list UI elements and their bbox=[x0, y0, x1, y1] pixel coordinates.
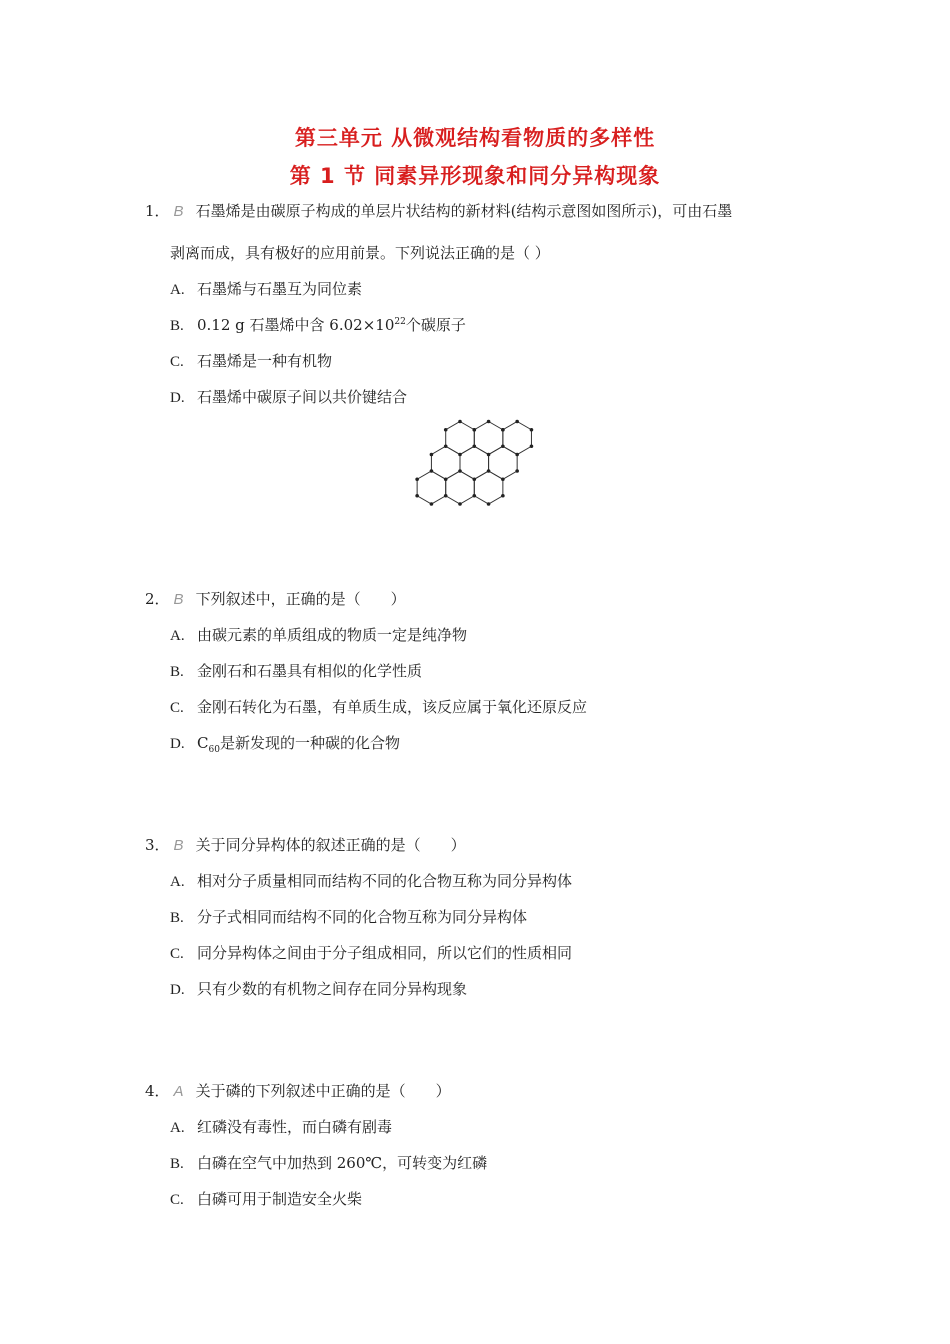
question-4-option-c bbox=[170, 1188, 362, 1209]
question-1-option-d bbox=[170, 386, 407, 407]
option-text: 石墨烯中碳原子间以共价键结合 bbox=[197, 388, 408, 406]
option-text-end: 个碳原子 bbox=[405, 316, 466, 334]
carbon-atom bbox=[472, 444, 476, 448]
option-letter: A. bbox=[170, 874, 185, 890]
question-1-option-a bbox=[170, 278, 362, 299]
carbon-atom bbox=[515, 453, 519, 457]
carbon-atom bbox=[487, 453, 491, 457]
carbon-atom bbox=[530, 444, 534, 448]
option-letter: C. bbox=[170, 354, 184, 370]
carbon-atom bbox=[515, 420, 519, 424]
carbon-atom bbox=[430, 453, 434, 457]
carbon-atom bbox=[458, 420, 462, 424]
option-letter: C. bbox=[170, 946, 184, 962]
option-letter: B. bbox=[170, 318, 184, 334]
question-2-option-a bbox=[170, 624, 467, 645]
difficulty-level: A bbox=[173, 1083, 184, 1100]
option-letter: B. bbox=[170, 1156, 184, 1172]
option-text: 白磷在空气中加热到 260℃，可转变为红磷 bbox=[197, 1154, 488, 1172]
exponent: 22 bbox=[394, 317, 406, 327]
hexagon-ring bbox=[446, 471, 475, 504]
carbon-atom bbox=[501, 428, 505, 432]
carbon-atom bbox=[458, 502, 462, 506]
carbon-atom bbox=[472, 477, 476, 481]
option-letter: C. bbox=[170, 700, 184, 716]
question-text: 下列叙述中，正确的是（ ） bbox=[195, 590, 406, 608]
question-1-option-b bbox=[170, 314, 466, 335]
question-3-option-c bbox=[170, 942, 572, 963]
option-text: 0.12 g 石墨烯中含 6.02×10 bbox=[197, 316, 395, 334]
carbon-atom bbox=[444, 494, 448, 498]
question-number: 3． bbox=[145, 836, 170, 854]
option-letter: B. bbox=[170, 910, 184, 926]
option-letter: A. bbox=[170, 282, 185, 298]
option-text: 石墨烯是一种有机物 bbox=[197, 352, 333, 370]
question-4-option-b bbox=[170, 1152, 487, 1173]
carbon-atom bbox=[458, 469, 462, 473]
question-3-option-d bbox=[170, 978, 467, 999]
question-number: 4． bbox=[145, 1082, 170, 1100]
question-1-stem-continued: 剥离而成，具有极好的应用前景。下列说法正确的是（ ） bbox=[170, 244, 550, 262]
difficulty-level: B bbox=[173, 837, 184, 854]
hexagon-ring bbox=[503, 422, 532, 455]
difficulty-level: B bbox=[173, 591, 184, 608]
hexagon-ring bbox=[489, 446, 518, 479]
option-letter: D. bbox=[170, 982, 185, 998]
carbon-atom bbox=[515, 469, 519, 473]
option-text: 白磷可用于制造安全火柴 bbox=[197, 1190, 363, 1208]
carbon-atom bbox=[487, 420, 491, 424]
question-2-option-c bbox=[170, 696, 587, 717]
question-3-stem bbox=[145, 834, 466, 855]
option-letter: D. bbox=[170, 390, 185, 406]
carbon-atom bbox=[458, 453, 462, 457]
carbon-atom bbox=[487, 502, 491, 506]
difficulty-level: B bbox=[173, 203, 184, 220]
option-letter: C. bbox=[170, 1192, 184, 1208]
option-text: 由碳元素的单质组成的物质一定是纯净物 bbox=[197, 626, 468, 644]
carbon-atom bbox=[472, 494, 476, 498]
option-letter: A. bbox=[170, 1120, 185, 1136]
carbon-atom bbox=[501, 494, 505, 498]
question-3-option-a bbox=[170, 870, 572, 891]
option-text: 红磷没有毒性，而白磷有剧毒 bbox=[197, 1118, 393, 1136]
carbon-atom bbox=[487, 469, 491, 473]
carbon-atom bbox=[444, 428, 448, 432]
option-text: 分子式相同而结构不同的化合物互称为同分异构体 bbox=[197, 908, 528, 926]
question-3-option-b bbox=[170, 906, 527, 927]
question-text: 关于同分异构体的叙述正确的是（ ） bbox=[195, 836, 466, 854]
option-text: 石墨烯与石墨互为同位素 bbox=[197, 280, 363, 298]
question-2-stem bbox=[145, 588, 406, 609]
carbon-atom bbox=[415, 477, 419, 481]
hexagon-ring bbox=[474, 422, 503, 455]
hexagon-ring bbox=[417, 471, 446, 504]
carbon-atom bbox=[530, 428, 534, 432]
question-4-stem bbox=[145, 1080, 451, 1101]
carbon-atom bbox=[430, 469, 434, 473]
question-4-option-a bbox=[170, 1116, 392, 1137]
carbon-atom bbox=[501, 444, 505, 448]
carbon-atom bbox=[472, 428, 476, 432]
carbon-atom bbox=[444, 477, 448, 481]
unit-title: 第三单元 从微观结构看物质的多样性 bbox=[294, 126, 656, 150]
option-text: 同分异构体之间由于分子组成相同，所以它们的性质相同 bbox=[197, 944, 573, 962]
option-letter: D. bbox=[170, 736, 185, 752]
question-text: 石墨烯是由碳原子构成的单层片状结构的新材料(结构示意图如图所示)，可由石墨 bbox=[195, 202, 733, 220]
option-text: C bbox=[197, 734, 209, 752]
carbon-atom bbox=[415, 494, 419, 498]
question-number: 2． bbox=[145, 590, 170, 608]
question-1-option-c bbox=[170, 350, 332, 371]
hexagon-ring bbox=[474, 471, 503, 504]
hexagon-ring bbox=[460, 446, 489, 479]
carbon-atom bbox=[430, 502, 434, 506]
graphene-structure-diagram bbox=[405, 418, 550, 518]
question-number: 1． bbox=[145, 202, 170, 220]
question-2-option-b bbox=[170, 660, 422, 681]
question-2-option-d bbox=[170, 732, 400, 755]
hexagon-ring bbox=[446, 422, 475, 455]
option-text-end: 是新发现的一种碳的化合物 bbox=[219, 734, 400, 752]
question-text: 关于磷的下列叙述中正确的是（ ） bbox=[195, 1082, 451, 1100]
option-letter: B. bbox=[170, 664, 184, 680]
hexagon-ring bbox=[431, 446, 460, 479]
option-letter: A. bbox=[170, 628, 185, 644]
question-1-stem bbox=[145, 200, 732, 221]
option-text: 金刚石转化为石墨，有单质生成，该反应属于氧化还原反应 bbox=[197, 698, 588, 716]
option-text: 只有少数的有机物之间存在同分异构现象 bbox=[197, 980, 468, 998]
section-title: 第 1 节 同素异形现象和同分异构现象 bbox=[289, 164, 661, 188]
option-text: 金刚石和石墨具有相似的化学性质 bbox=[197, 662, 423, 680]
option-text: 相对分子质量相同而结构不同的化合物互称为同分异构体 bbox=[197, 872, 573, 890]
carbon-atom bbox=[444, 444, 448, 448]
carbon-atom bbox=[501, 477, 505, 481]
subscript: 60 bbox=[208, 745, 220, 755]
